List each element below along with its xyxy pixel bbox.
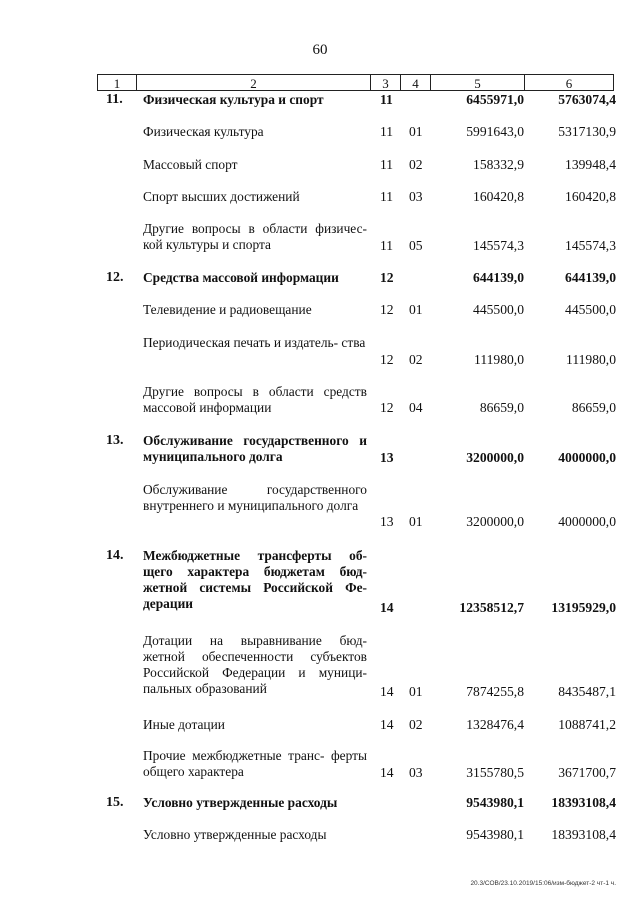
row-name: Физическая культура и спорт (143, 92, 324, 107)
subsection-code: 02 (409, 157, 423, 172)
value-col-5: 5991643,0 (466, 124, 524, 139)
row-name: Прочие межбюджетные транс- ферты общего характера (143, 748, 367, 779)
section-code: 12 (380, 302, 394, 317)
section-code: 13 (380, 514, 394, 529)
header-col-1: 1 (97, 74, 136, 91)
page-number: 60 (312, 42, 328, 58)
value-col-6: 3671700,7 (558, 765, 616, 780)
row-name: Массовый спорт (143, 157, 238, 172)
subsection-code: 03 (409, 189, 423, 204)
row-name: Дотации на выравнивание бюд- жетной обеспеченности субъектов Российской Федерации и муници- пальных образований (143, 633, 367, 696)
row-name: Иные дотации (143, 717, 225, 732)
subsection-code: 02 (409, 352, 423, 367)
value-col-6: 5317130,9 (558, 124, 616, 139)
value-col-6: 13195929,0 (551, 600, 616, 615)
section-code: 14 (380, 765, 394, 780)
row-number: 15. (106, 795, 124, 810)
subsection-code: 01 (409, 684, 423, 699)
value-col-6: 145574,3 (565, 238, 616, 253)
value-col-5: 1328476,4 (466, 717, 524, 732)
value-col-6: 160420,8 (565, 189, 616, 204)
row-name: Телевидение и радиовещание (143, 302, 312, 317)
value-col-6: 5763074,4 (558, 92, 616, 107)
header-col-4: 4 (400, 74, 430, 91)
value-col-6: 644139,0 (565, 270, 616, 285)
value-col-6: 139948,4 (565, 157, 616, 172)
value-col-6: 18393108,4 (551, 795, 616, 810)
value-col-6: 4000000,0 (558, 450, 616, 465)
value-col-5: 160420,8 (473, 189, 524, 204)
value-col-5: 3155780,5 (466, 765, 524, 780)
section-code: 11 (380, 124, 394, 139)
section-code: 12 (380, 352, 394, 367)
value-col-5: 12358512,7 (459, 600, 524, 615)
header-col-6: 6 (524, 74, 614, 91)
section-code: 14 (380, 684, 394, 699)
row-number: 13. (106, 433, 124, 448)
value-col-5: 7874255,8 (466, 684, 524, 699)
value-col-5: 445500,0 (473, 302, 524, 317)
value-col-6: 8435487,1 (558, 684, 616, 699)
section-code: 11 (380, 189, 394, 204)
row-name: Обслуживание государственного внутреннего и муниципального долга (143, 482, 367, 513)
row-number: 11. (106, 92, 123, 107)
row-number: 14. (106, 548, 124, 563)
row-name: Средства массовой информации (143, 270, 339, 285)
row-name: Другие вопросы в области средств массовой информации (143, 384, 367, 415)
value-col-6: 4000000,0 (558, 514, 616, 529)
section-code: 14 (380, 717, 394, 732)
subsection-code: 03 (409, 765, 423, 780)
subsection-code: 01 (409, 514, 423, 529)
subsection-code: 05 (409, 238, 423, 253)
section-code: 11 (380, 238, 394, 253)
row-name: Обслуживание государственного и муниципального долга (143, 433, 367, 464)
value-col-5: 3200000,0 (466, 514, 524, 529)
row-name: Периодическая печать и издатель- ства (143, 335, 366, 350)
row-name: Физическая культура (143, 124, 264, 139)
value-col-6: 445500,0 (565, 302, 616, 317)
section-code: 11 (380, 92, 393, 107)
subsection-code: 02 (409, 717, 423, 732)
subsection-code: 01 (409, 302, 423, 317)
value-col-5: 111980,0 (474, 352, 524, 367)
row-name: Межбюджетные трансферты об- щего характера бюджетам бюд- жетной системы Российской Фе- дерации (143, 548, 367, 611)
value-col-5: 6455971,0 (466, 92, 524, 107)
row-name: Условно утвержденные расходы (143, 795, 338, 810)
row-number: 12. (106, 270, 124, 285)
value-col-5: 3200000,0 (466, 450, 524, 465)
row-name: Условно утвержденные расходы (143, 827, 327, 842)
document-footer: 20.3/СОВ/23.10.2019/15:06/изм-бюджет-2 чт-1 ч. (470, 880, 616, 887)
subsection-code: 04 (409, 400, 423, 415)
header-col-2: 2 (136, 74, 370, 91)
value-col-6: 18393108,4 (551, 827, 616, 842)
value-col-6: 86659,0 (571, 400, 616, 415)
row-name: Спорт высших достижений (143, 189, 300, 204)
section-code: 11 (380, 157, 394, 172)
value-col-5: 644139,0 (473, 270, 524, 285)
section-code: 12 (380, 270, 394, 285)
section-code: 13 (380, 450, 394, 465)
value-col-5: 86659,0 (479, 400, 524, 415)
section-code: 14 (380, 600, 394, 615)
value-col-5: 9543980,1 (466, 795, 524, 810)
value-col-5: 145574,3 (473, 238, 524, 253)
header-col-5: 5 (430, 74, 524, 91)
value-col-6: 1088741,2 (558, 717, 616, 732)
value-col-6: 111980,0 (566, 352, 616, 367)
section-code: 12 (380, 400, 394, 415)
value-col-5: 158332,9 (473, 157, 524, 172)
row-name: Другие вопросы в области физичес- кой культуры и спорта (143, 221, 367, 252)
header-col-3: 3 (370, 74, 400, 91)
subsection-code: 01 (409, 124, 423, 139)
value-col-5: 9543980,1 (466, 827, 524, 842)
